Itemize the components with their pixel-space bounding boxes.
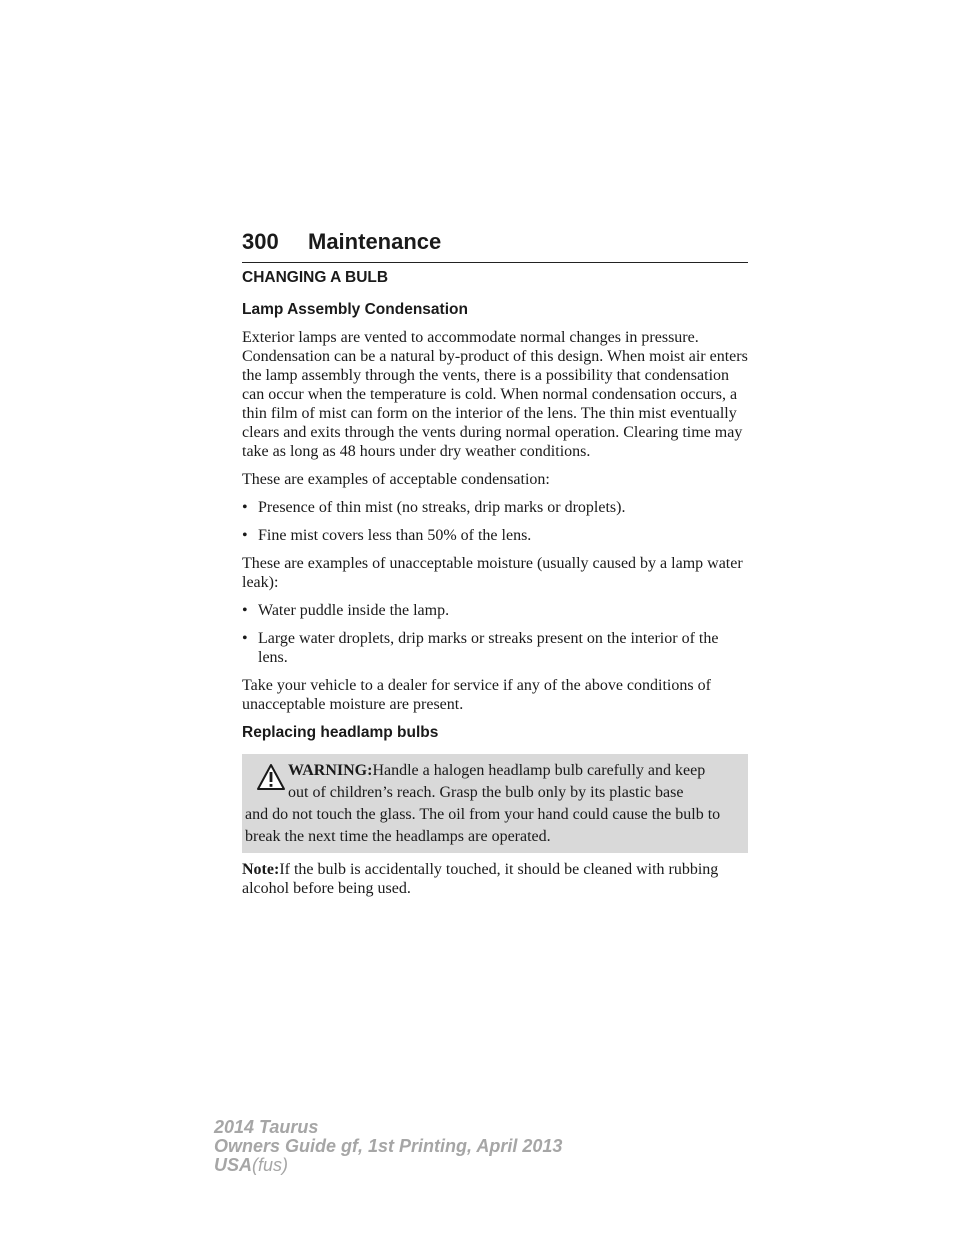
page-number: 300 (242, 229, 279, 254)
bullet-icon: • (242, 527, 248, 544)
bullet-icon: • (242, 630, 248, 647)
condensation-heading: Lamp Assembly Condensation (242, 301, 468, 318)
warning-label: WARNING: (288, 762, 373, 779)
section-title: Maintenance (308, 229, 442, 254)
headlamp-heading: Replacing headlamp bulbs (242, 724, 439, 741)
acceptable-intro: These are examples of acceptable condensation: (242, 471, 550, 488)
list-item (242, 601, 748, 620)
footer-region-line (214, 1156, 562, 1175)
warning-triangle-icon (256, 763, 286, 791)
note-label: Note: (242, 861, 280, 878)
list-item-text: Water puddle inside the lamp. (258, 602, 450, 619)
footer-edition: Owners Guide gf, 1st Printing, April 2013 (214, 1136, 563, 1156)
acceptable-list (242, 498, 748, 545)
warning-line-1: Handle a halogen headlamp bulb carefully and keep (372, 762, 706, 779)
footer-region: USA (214, 1155, 253, 1175)
warning-text: and do not touch the glass. The oil from your hand could cause the bulb to break the next time the headlamps are operated. (245, 806, 721, 845)
bullet-icon: • (242, 499, 248, 516)
list-item (242, 498, 748, 517)
list-item-text: Presence of thin mist (no streaks, drip marks or droplets). (258, 499, 626, 516)
page-title: CHANGING A BULB (242, 269, 389, 286)
unacceptable-list (242, 601, 748, 667)
page-footer (214, 1118, 562, 1175)
unacceptable-intro: These are examples of unacceptable moisture (usually caused by a lamp water leak): (242, 555, 743, 591)
condensation-closing: Take your vehicle to a dealer for service if any of the above conditions of unacceptable moisture are present. (242, 677, 711, 713)
condensation-paragraph: Exterior lamps are vented to accommodate normal changes in pressure. Condensation can be a natural by-product of this design. When moist air enters the lamp assembly through the vents, there is a possibility that condensation can occur when the temperature is cold. When normal condensation occurs, a thin film of mist can form on the interior of the lens. The thin mist eventually clears and exits through the vents during normal operation. Clearing time may take as long as 48 hours under dry weather conditions. (242, 329, 748, 460)
note-paragraph (242, 860, 748, 898)
footer-region-code: (fus) (252, 1155, 289, 1175)
list-item-text: Large water droplets, drip marks or streaks present on the interior of the lens. (258, 630, 719, 666)
page-header (242, 228, 748, 263)
footer-model: 2014 Taurus (214, 1117, 319, 1137)
page-content (242, 268, 748, 907)
warning-box (242, 754, 748, 853)
bullet-icon: • (242, 602, 248, 619)
list-item-text: Fine mist covers less than 50% of the lens. (258, 527, 532, 544)
warning-first-line (242, 760, 748, 782)
note-text: If the bulb is accidentally touched, it should be cleaned with rubbing alcohol before being used. (242, 861, 719, 897)
warning-line-2: out of children’s reach. Grasp the bulb only by its plastic base (288, 784, 684, 801)
list-item (242, 526, 748, 545)
list-item (242, 629, 748, 667)
